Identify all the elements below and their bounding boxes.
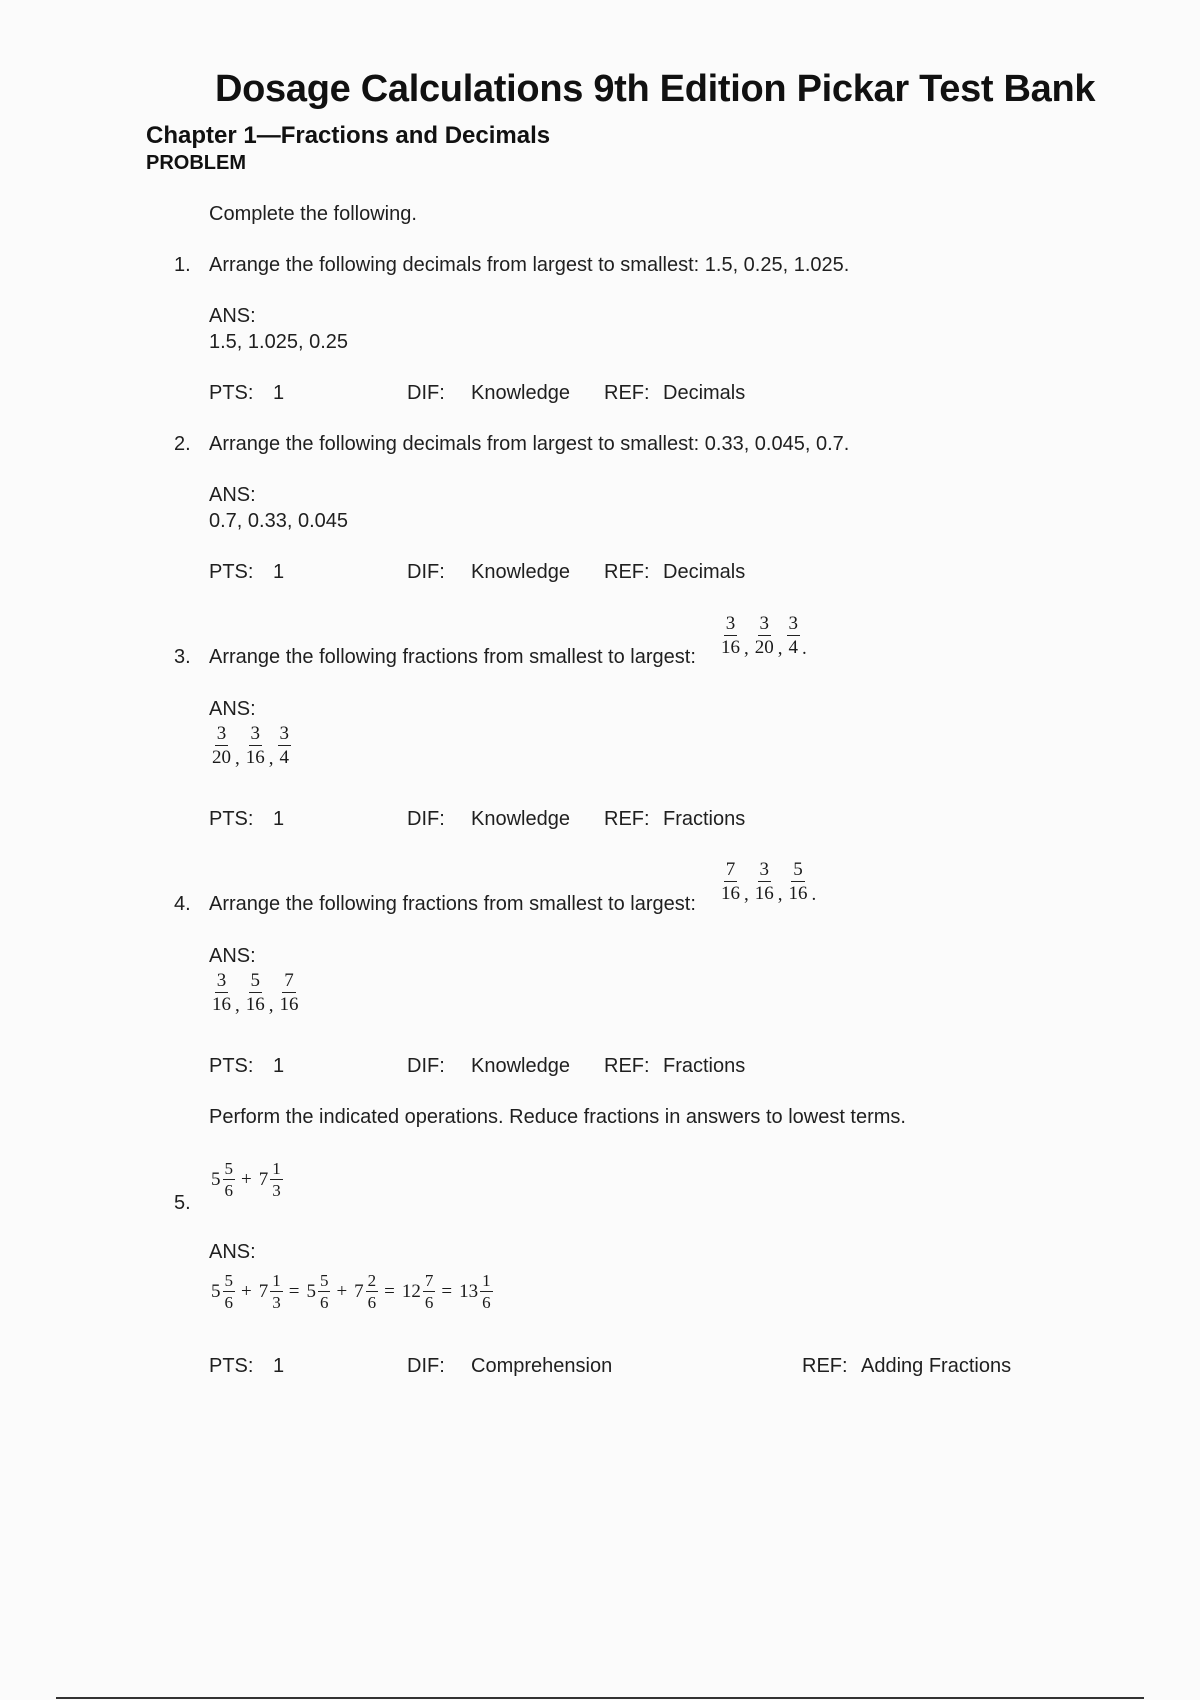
pts-label: PTS: — [209, 561, 254, 583]
ref-value: Decimals — [663, 561, 746, 583]
fraction: $\frac{1}{6}$ — [482, 1271, 491, 1312]
fraction: $\frac{3}{4}$ — [788, 613, 798, 658]
fraction: $\frac{5}{6}$ — [224, 1159, 233, 1200]
page-bottom-rule — [56, 1697, 1144, 1699]
answer-label: ANS: — [209, 305, 256, 327]
problem-expression: 5 $\frac{5}{6}$ + 7 $\frac{1}{3}$ — [211, 1159, 281, 1200]
question-number: 2. — [174, 433, 191, 455]
fraction: $\frac{1}{3}$ — [272, 1271, 281, 1312]
dif-label: DIF: — [407, 561, 445, 583]
ref-value: Decimals — [663, 382, 746, 404]
section-heading: PROBLEM — [146, 152, 246, 174]
answer-text: 1.5, 1.025, 0.25 — [209, 331, 349, 353]
question-prompt: Arrange the following decimals from largest to smallest: 0.33, 0.045, 0.7. — [209, 433, 850, 455]
dif-value: Knowledge — [471, 561, 570, 583]
ref-label: REF: — [802, 1355, 848, 1377]
instructions-complete: Complete the following. — [209, 203, 417, 225]
answer-label: ANS: — [209, 698, 256, 720]
fraction: $\frac{3}{16}$ — [212, 970, 231, 1015]
ref-label: REF: — [604, 382, 650, 404]
answer-label: ANS: — [209, 484, 256, 506]
pts-value: 1 — [273, 561, 285, 583]
fraction: $\frac{5}{16}$ — [245, 970, 265, 1015]
dif-label: DIF: — [407, 808, 445, 830]
fraction: $\frac{3}{4}$ — [279, 723, 289, 768]
prompt-fractions: $\frac{7}{16}$ , $\frac{3}{16}$ , $\frac{5}{16}$ . — [721, 859, 817, 905]
fraction: $\frac{7}{16}$ — [721, 859, 740, 904]
instructions-operations: Perform the indicated operations. Reduce fractions in answers to lowest terms. — [209, 1106, 906, 1128]
dif-value: Knowledge — [471, 1055, 570, 1077]
pts-value: 1 — [273, 1055, 285, 1077]
fraction: $\frac{1}{3}$ — [272, 1159, 281, 1200]
fraction: $\frac{3}{16}$ — [721, 613, 740, 658]
answer-fractions: $\frac{3}{16}$ , $\frac{5}{16}$ , $\frac{7}{16}$ — [212, 970, 299, 1016]
answer-fractions: $\frac{3}{20}$ , $\frac{3}{16}$ , $\frac{3}{4}$ — [212, 723, 289, 769]
fraction: $\frac{2}{6}$ — [367, 1271, 377, 1312]
question-number: 3. — [174, 646, 191, 668]
pts-value: 1 — [273, 382, 285, 404]
chapter-heading: Chapter 1—Fractions and Decimals — [146, 122, 551, 149]
answer-text: 0.7, 0.33, 0.045 — [209, 510, 349, 532]
prompt-fractions: $\frac{3}{16}$ , $\frac{3}{20}$ , $\frac{3}{4}$ . — [721, 613, 807, 659]
fraction: $\frac{3}{20}$ — [754, 613, 774, 658]
question-prompt: Arrange the following decimals from largest to smallest: 1.5, 0.25, 1.025. — [209, 254, 850, 276]
pts-value: 1 — [273, 808, 285, 830]
ref-value: Fractions — [663, 808, 746, 830]
dif-label: DIF: — [407, 382, 445, 404]
dif-label: DIF: — [407, 1055, 445, 1077]
question-number: 4. — [174, 893, 191, 915]
ref-label: REF: — [604, 808, 650, 830]
dif-value: Comprehension — [471, 1355, 613, 1377]
fraction: $\frac{3}{16}$ — [245, 723, 265, 768]
pts-label: PTS: — [209, 808, 254, 830]
pts-label: PTS: — [209, 382, 254, 404]
answer-label: ANS: — [209, 1241, 256, 1263]
ref-label: REF: — [604, 561, 650, 583]
fraction: $\frac{5}{16}$ — [788, 859, 808, 904]
dif-value: Knowledge — [471, 808, 570, 830]
pts-label: PTS: — [209, 1055, 254, 1077]
answer-expression: 5 $\frac{5}{6}$ + 7 $\frac{1}{3}$ = 5 $\frac{5}{6}$ + 7 $\frac{2}{6}$ = 12 $\frac{7}{6}$ = 13 $\frac{1}{6}$ — [211, 1271, 491, 1312]
answer-label: ANS: — [209, 945, 256, 967]
ref-value: Adding Fractions — [861, 1355, 1012, 1377]
ref-label: REF: — [604, 1055, 650, 1077]
question-prompt: Arrange the following fractions from smallest to largest: — [209, 893, 696, 915]
pts-value: 1 — [273, 1355, 285, 1377]
dif-label: DIF: — [407, 1355, 445, 1377]
dif-value: Knowledge — [471, 382, 570, 404]
fraction: $\frac{7}{16}$ — [279, 970, 299, 1015]
question-prompt: Arrange the following fractions from smallest to largest: — [209, 646, 696, 668]
document-title: Dosage Calculations 9th Edition Pickar Test Bank — [215, 68, 1096, 110]
pts-label: PTS: — [209, 1355, 254, 1377]
fraction: $\frac{5}{6}$ — [224, 1271, 233, 1312]
fraction: $\frac{5}{6}$ — [319, 1271, 329, 1312]
fraction: $\frac{3}{20}$ — [212, 723, 231, 768]
ref-value: Fractions — [663, 1055, 746, 1077]
fraction: $\frac{7}{6}$ — [424, 1271, 434, 1312]
question-number: 1. — [174, 254, 191, 276]
question-number: 5. — [174, 1192, 191, 1214]
fraction: $\frac{3}{16}$ — [754, 859, 774, 904]
